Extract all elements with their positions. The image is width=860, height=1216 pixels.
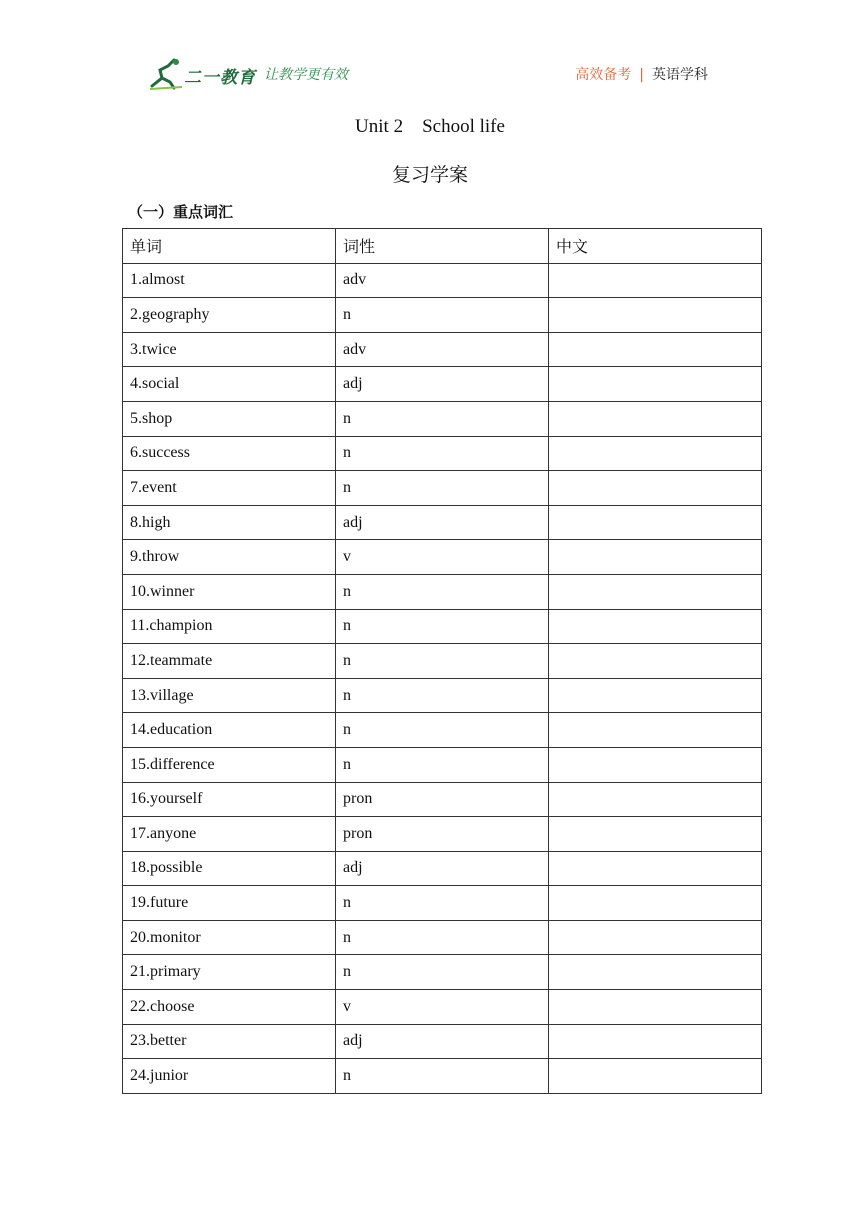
cell-word: 4.social (123, 367, 336, 402)
table-row (123, 574, 762, 609)
cell-part-of-speech: n (336, 678, 549, 713)
cell-part-of-speech: n (336, 574, 549, 609)
cell-chinese[interactable] (549, 990, 762, 1025)
table-row (123, 851, 762, 886)
cell-chinese[interactable] (549, 644, 762, 679)
cell-word: 8.high (123, 505, 336, 540)
cell-word: 24.junior (123, 1059, 336, 1094)
cell-part-of-speech: adj (336, 851, 549, 886)
table-row (123, 747, 762, 782)
table-row (123, 817, 762, 852)
table-row (123, 713, 762, 748)
cell-part-of-speech: v (336, 990, 549, 1025)
vocabulary-table (122, 228, 762, 1094)
cell-part-of-speech: n (336, 401, 549, 436)
cell-part-of-speech: n (336, 747, 549, 782)
cell-word: 7.event (123, 471, 336, 506)
cell-part-of-speech: adv (336, 332, 549, 367)
logo-text: 二一教育 (184, 68, 256, 88)
cell-chinese[interactable] (549, 678, 762, 713)
table-row (123, 367, 762, 402)
cell-part-of-speech: n (336, 644, 549, 679)
table-row (123, 920, 762, 955)
cell-part-of-speech: n (336, 920, 549, 955)
cell-chinese[interactable] (549, 782, 762, 817)
cell-word: 2.geography (123, 298, 336, 333)
cell-part-of-speech: n (336, 713, 549, 748)
runner-logo-icon (148, 56, 184, 92)
logo (148, 56, 258, 92)
table-row (123, 609, 762, 644)
table-row (123, 990, 762, 1025)
table-row (123, 678, 762, 713)
cell-chinese[interactable] (549, 747, 762, 782)
cell-word: 5.shop (123, 401, 336, 436)
cell-chinese[interactable] (549, 1024, 762, 1059)
cell-chinese[interactable] (549, 401, 762, 436)
cell-word: 20.monitor (123, 920, 336, 955)
column-header-part-of-speech: 词性 (336, 229, 549, 264)
cell-word: 12.teammate (123, 644, 336, 679)
section-heading: （一）重点词汇 (128, 203, 234, 221)
cell-word: 11.champion (123, 609, 336, 644)
cell-part-of-speech: v (336, 540, 549, 575)
cell-chinese[interactable] (549, 505, 762, 540)
cell-chinese[interactable] (549, 540, 762, 575)
table-row (123, 1059, 762, 1094)
slogan: 让教学更有效 (264, 67, 348, 83)
table-row (123, 471, 762, 506)
cell-part-of-speech: n (336, 471, 549, 506)
header-label-subject: 英语学科 (652, 67, 708, 83)
cell-word: 23.better (123, 1024, 336, 1059)
cell-word: 21.primary (123, 955, 336, 990)
table-row (123, 1024, 762, 1059)
cell-word: 3.twice (123, 332, 336, 367)
cell-part-of-speech: n (336, 955, 549, 990)
page-subtitle: 复习学案 (391, 164, 468, 186)
cell-chinese[interactable] (549, 609, 762, 644)
cell-word: 9.throw (123, 540, 336, 575)
table-row (123, 886, 762, 921)
cell-part-of-speech: n (336, 436, 549, 471)
cell-chinese[interactable] (549, 1059, 762, 1094)
cell-part-of-speech: adj (336, 505, 549, 540)
cell-word: 6.success (123, 436, 336, 471)
cell-part-of-speech: pron (336, 817, 549, 852)
table-row (123, 540, 762, 575)
table-row (123, 782, 762, 817)
cell-part-of-speech: pron (336, 782, 549, 817)
page-header (148, 56, 708, 92)
cell-chinese[interactable] (549, 920, 762, 955)
cell-chinese[interactable] (549, 713, 762, 748)
page-title: Unit 2 School life (355, 116, 505, 137)
table-row (123, 263, 762, 298)
cell-word: 14.education (123, 713, 336, 748)
header-subject (575, 64, 708, 84)
column-header-word: 单词 (123, 229, 336, 264)
cell-word: 19.future (123, 886, 336, 921)
cell-word: 15.difference (123, 747, 336, 782)
cell-chinese[interactable] (549, 955, 762, 990)
column-header-chinese: 中文 (549, 229, 762, 264)
cell-word: 16.yourself (123, 782, 336, 817)
cell-chinese[interactable] (549, 574, 762, 609)
cell-part-of-speech: adv (336, 263, 549, 298)
cell-word: 1.almost (123, 263, 336, 298)
cell-word: 10.winner (123, 574, 336, 609)
cell-chinese[interactable] (549, 436, 762, 471)
cell-part-of-speech: adj (336, 367, 549, 402)
cell-word: 18.possible (123, 851, 336, 886)
cell-part-of-speech: n (336, 886, 549, 921)
cell-chinese[interactable] (549, 851, 762, 886)
table-row (123, 332, 762, 367)
table-row (123, 298, 762, 333)
cell-chinese[interactable] (549, 471, 762, 506)
table-row (123, 436, 762, 471)
cell-part-of-speech: adj (336, 1024, 549, 1059)
cell-chinese[interactable] (549, 298, 762, 333)
table-row (123, 401, 762, 436)
cell-chinese[interactable] (549, 263, 762, 298)
cell-part-of-speech: n (336, 609, 549, 644)
cell-chinese[interactable] (549, 367, 762, 402)
cell-part-of-speech: n (336, 1059, 549, 1094)
cell-chinese[interactable] (549, 886, 762, 921)
cell-word: 22.choose (123, 990, 336, 1025)
cell-word: 17.anyone (123, 817, 336, 852)
table-row (123, 644, 762, 679)
table-row (123, 505, 762, 540)
cell-chinese[interactable] (549, 817, 762, 852)
cell-chinese[interactable] (549, 332, 762, 367)
table-header-row (123, 229, 762, 264)
cell-word: 13.village (123, 678, 336, 713)
table-row (123, 955, 762, 990)
cell-part-of-speech: n (336, 298, 549, 333)
header-label-prep: 高效备考 (575, 67, 632, 83)
header-separator: | (639, 67, 644, 83)
